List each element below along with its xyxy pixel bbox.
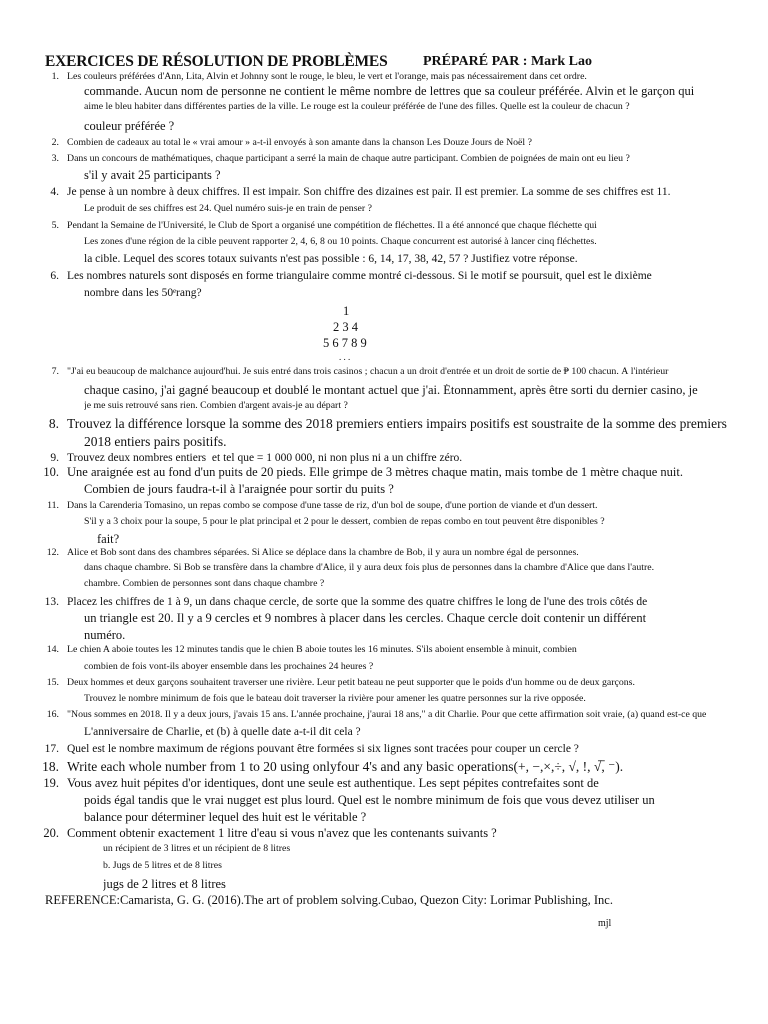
exercise-line bbox=[84, 384, 768, 398]
exercise-number: 4. bbox=[50, 186, 59, 198]
exercise-number: 1. bbox=[51, 72, 59, 82]
exercise-line bbox=[84, 726, 768, 739]
exercise-number: 13. bbox=[44, 596, 59, 608]
exercise-text: numéro. bbox=[84, 629, 126, 642]
exercise-text: je me suis retrouvé sans rien. Combien d'argent avais-je au départ ? bbox=[84, 401, 348, 411]
exercise-text: dans chaque chambre. Si Bob se transfère dans la chambre d'Alice, il y aura deux fois plus de personnes dans la chambre d'Alice que dans l'autre. bbox=[84, 563, 655, 573]
exercise-text: Trouvez deux nombres entiers ​ et​ tel que = 1 000 000, ni non plus​ ni​ a un chiffre zéro. bbox=[67, 452, 463, 464]
exercise-text: poids égal tandis que le vrai nugget est plus lourd. Quel est le nombre minimum de fois que vous devez utiliser un bbox=[84, 794, 655, 807]
exercise-number: 12. bbox=[46, 548, 59, 558]
exercise-text: Vous avez huit pépites d'or identiques, dont une seule est authentique. Les sept pépites contrefaites sont de bbox=[67, 777, 599, 790]
exercise-text: Trouvez la différence lorsque la somme des 2018 premiers entiers impairs positifs est soustraite de la somme des premiers bbox=[67, 417, 727, 431]
exercise-text: Trouvez le nombre minimum de fois que le bateau doit traverser la rivière pour amener les quatre personnes sur la rive opposée. bbox=[84, 694, 586, 704]
triangle-row-3: 5 6 7 8 9 bbox=[323, 336, 367, 350]
exercise-line bbox=[0, 743, 768, 759]
exercise-line bbox=[84, 629, 768, 643]
triangle-row-2: 2 3 4 bbox=[333, 320, 358, 334]
exercise-number: 7. bbox=[51, 367, 59, 377]
exercise-text: Write each whole number from 1 to 20 using onlyfour 4's and any basic operations(+, −,×,÷, √, !, √̅, ⁻). bbox=[67, 760, 624, 774]
exercise-text: "J'ai eu beaucoup de malchance aujourd'hui. Je suis entré dans trois casinos ; chacun a un droit d'entrée et un droit de sortie de ₱ 100 chacun. À l'intérieur bbox=[67, 367, 669, 377]
exercise-text: aime le bleu habiter dans différentes parties de la ville. Le rouge est la couleur préférée de l'une des filles. Quelle est la couleur de chacun ? bbox=[84, 102, 630, 112]
exercise-number: 10. bbox=[43, 466, 59, 479]
exercise-number: 18. bbox=[42, 760, 59, 774]
exercise-text: nombre dans les 50ᵉrang? bbox=[84, 287, 202, 299]
exercise-text: Pendant la Semaine de l'Université, le Club de Sport a organisé une compétition de fléchettes. Il a été annoncé que chaque fléchette qui bbox=[67, 221, 597, 231]
exercise-number: 6. bbox=[50, 270, 59, 282]
exercise-line bbox=[84, 811, 768, 825]
exercise-text: S'il y a 3 choix pour la soupe, 5 pour le plat principal et 2 pour le dessert, combien de repas combo en tout peuvent être disponibles ? bbox=[84, 517, 605, 527]
exercise-line bbox=[84, 253, 768, 266]
exercise-number: 11. bbox=[47, 501, 59, 511]
exercise-number: 19. bbox=[43, 777, 59, 790]
triangle-row-1: 1 bbox=[343, 304, 350, 318]
exercise-line bbox=[84, 237, 768, 248]
exercise-text: couleur préférée ? bbox=[84, 120, 175, 133]
exercise-text: s'il y avait 25 participants ? bbox=[84, 169, 221, 182]
exercise-number: 16. bbox=[46, 710, 59, 720]
exercise-text: combien de fois vont-ils aboyer ensemble dans les prochaines 24 heures ? bbox=[84, 662, 374, 672]
exercise-line bbox=[0, 466, 768, 482]
exercise-text: la cible. Lequel des scores totaux suivants n'est pas possible : 6, 14, 17, 38, 42, 57 ? Justifiez votre réponse. bbox=[84, 253, 578, 265]
exercise-line bbox=[84, 794, 768, 808]
exercise-text: fait? bbox=[97, 533, 120, 546]
exercise-line bbox=[0, 678, 768, 694]
exercise-line bbox=[0, 645, 768, 661]
exercise-text: Dans un concours de mathématiques, chaque participant a serré la main de chaque autre participant. Combien de poignées de main ont eu lieu ? bbox=[67, 154, 630, 164]
exercise-text: chambre. Combien de personnes sont dans chaque chambre ? bbox=[84, 579, 325, 589]
exercise-text: Les couleurs préférées d'Ann, Lita, Alvin et Johnny sont le rouge, le bleu, le vert et l'orange, mais pas nécessairement dans cet ordre. bbox=[67, 72, 587, 82]
prepared-by: PRÉPARÉ PAR : Mark Lao bbox=[423, 54, 593, 69]
exercise-number: 9. bbox=[50, 452, 59, 464]
exercise-line bbox=[84, 85, 768, 99]
exercise-line bbox=[84, 120, 768, 134]
exercise-line bbox=[103, 861, 768, 872]
exercise-line bbox=[84, 483, 768, 497]
exercise-line bbox=[0, 760, 768, 776]
exercise-text: Les zones d'une région de la cible peuvent rapporter 2, 4, 6, 8 ou 10 points. Chaque concurrent est autorisé à lancer cinq fléchettes. bbox=[84, 237, 597, 247]
exercise-text: Je pense à un nombre à deux chiffres. Il est impair. Son chiffre des dizaines est pair. Il est premier. La somme de ses chiffres est 11. bbox=[67, 186, 671, 198]
exercise-line bbox=[0, 186, 768, 202]
exercise-text: Placez les chiffres de 1 à 9, un dans chaque cercle, de sorte que la somme des quatre chiffres le long de l'une des trois côtés de bbox=[67, 596, 648, 608]
exercise-line bbox=[0, 501, 768, 517]
exercise-text: Dans la Carenderia Tomasino, un repas combo se compose d'une tasse de riz, d'un bol de soupe, d'une portion de viande et d'un dessert. bbox=[67, 501, 598, 511]
exercise-text: Combien de cadeaux au total le « vrai amour » a-t-il envoyés à son amante dans la chanson Les Douze Jours de Noël ? bbox=[67, 138, 532, 148]
exercise-text: b. Jugs de 5 litres et de 8 litres bbox=[103, 861, 222, 871]
exercise-text: Alice et Bob sont dans des chambres séparées. Si Alice se déplace dans la chambre de Bob, il y aura un nombre égal de personnes. bbox=[67, 548, 579, 558]
exercise-number: 5. bbox=[51, 221, 59, 231]
exercise-text: balance pour déterminer lequel des huit est le véritable ? bbox=[84, 811, 367, 824]
exercise-text: "Nous sommes en 2018. Il y a deux jours, j'avais 15 ans. L'année prochaine, j'aurai 18 ans," a dit Charlie. Pour que cette affirmation soit vraie, (a) quand est-ce que bbox=[67, 710, 707, 720]
exercise-line bbox=[0, 548, 768, 564]
exercise-line bbox=[0, 777, 768, 793]
exercise-text: Deux hommes et deux garçons souhaitent traverser une rivière. Leur petit bateau ne peut supporter que le poids d'un homme ou de deux garçons. bbox=[67, 678, 635, 688]
reference: REFERENCE:Camarista, G. G. (2016).The art of problem solving.Cubao, Quezon City: Lorimar Publishing, Inc. bbox=[45, 893, 613, 907]
exercise-line bbox=[84, 517, 768, 528]
exercise-line bbox=[84, 102, 768, 113]
exercise-text: Les nombres naturels sont disposés en forme triangulaire comme montré ci-dessous. Si le motif se poursuit, quel est le dixième bbox=[67, 270, 652, 282]
triangle-ellipsis: . . . bbox=[339, 352, 351, 362]
exercise-line bbox=[0, 417, 768, 433]
exercise-line bbox=[0, 221, 768, 237]
exercise-line bbox=[84, 287, 768, 300]
exercise-line bbox=[0, 710, 768, 726]
exercise-line bbox=[84, 662, 768, 673]
exercise-number: 17. bbox=[44, 743, 59, 755]
exercise-text: jugs de 2 litres et 8 litres bbox=[103, 878, 226, 891]
exercise-number: 20. bbox=[43, 827, 59, 840]
exercise-line bbox=[97, 533, 768, 547]
exercise-line bbox=[84, 579, 768, 590]
exercise-number: 8. bbox=[48, 417, 59, 431]
exercise-text: Une araignée est au fond d'un puits de 20 pieds. Elle grimpe de 3 mètres chaque matin, mais tombe de 1 mètre chaque nuit. bbox=[67, 466, 683, 479]
exercise-line bbox=[84, 204, 768, 215]
document-header bbox=[45, 53, 765, 71]
exercise-text: commande. Aucun nom de personne ne contient le même nombre de lettres que sa couleur préférée. Alvin et le garçon qui bbox=[84, 85, 695, 98]
author-initials: mjl bbox=[598, 918, 612, 929]
document-title: EXERCICES DE RÉSOLUTION DE PROBLÈMES bbox=[45, 53, 388, 70]
exercise-number: 2. bbox=[51, 138, 59, 148]
exercise-text: 2018 entiers pairs positifs. bbox=[84, 435, 227, 449]
exercise-line bbox=[0, 138, 768, 154]
exercise-text: Quel est le nombre maximum de régions pouvant être formées si six lignes sont tracées pour couper un cercle ? bbox=[67, 743, 579, 755]
exercise-line bbox=[103, 844, 768, 855]
exercise-line bbox=[84, 169, 768, 183]
exercise-text: Le chien A aboie toutes les 12 minutes tandis que le chien B aboie toutes les 16 minutes. S'ils aboient ensemble à minuit, combien bbox=[67, 645, 577, 655]
exercise-text: Comment obtenir exactement 1 litre d'eau si vous n'avez que les contenants suivants ? bbox=[67, 827, 497, 840]
exercise-line bbox=[0, 154, 768, 170]
exercise-text: un triangle est 20. Il y a 9 cercles et 9 nombres à placer dans les cercles. Chaque cercle doit contenir un différent bbox=[84, 612, 647, 625]
exercise-line bbox=[0, 270, 768, 286]
exercise-text: un récipient de 3 litres et un récipient de 8 litres bbox=[103, 844, 291, 854]
exercise-line bbox=[103, 878, 768, 892]
exercise-text: chaque casino, j'ai gagné beaucoup et doublé le montant actuel que j'ai. Étonnamment, après être sorti du dernier casino, je bbox=[84, 384, 698, 397]
exercise-number: 3. bbox=[51, 154, 59, 164]
exercise-number: 15. bbox=[46, 678, 59, 688]
exercise-line bbox=[0, 596, 768, 612]
exercise-line bbox=[84, 612, 768, 626]
exercise-line bbox=[84, 563, 768, 574]
exercise-line bbox=[84, 694, 768, 705]
exercise-number: 14. bbox=[46, 645, 59, 655]
exercise-line bbox=[0, 367, 768, 383]
exercise-line bbox=[0, 827, 768, 843]
exercise-text: Combien de jours faudra-t-il à l'araignée pour sortir du puits ? bbox=[84, 483, 394, 496]
exercise-line bbox=[84, 401, 768, 412]
exercise-line bbox=[84, 435, 768, 450]
exercise-text: L'anniversaire de Charlie, et (b) à quelle date a-t-il dit cela ? bbox=[84, 726, 361, 738]
exercise-text: Le produit de ses chiffres est 24. Quel numéro suis-je en train de penser ? bbox=[84, 204, 372, 214]
